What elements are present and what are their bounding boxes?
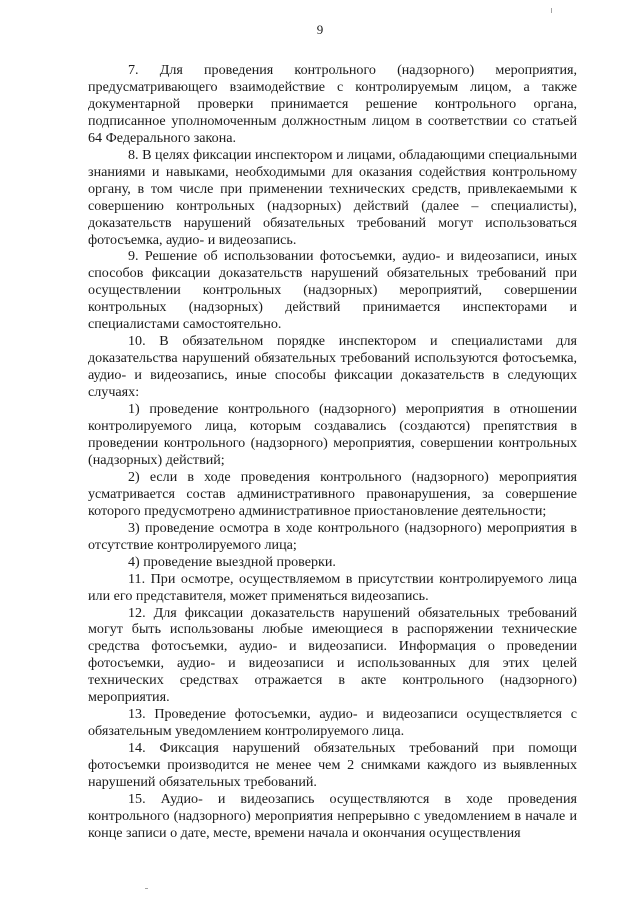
document-body bbox=[88, 62, 577, 842]
paragraph-8: 8. В целях фиксации инспектором и лицами, обладающими специальными знаниями и навыками, необходимыми для оказания содействия контрольному органу, в том числе при применении технических средств, привлекаемыми к совершению контрольных (надзорных) действий (далее – специалисты), доказательств нарушений обязательных требований могут использоваться фотосъемка, аудио- и видеозапись. bbox=[88, 146, 577, 248]
list-item-2: 2) если в ходе проведения контрольного (надзорного) мероприятия усматривается состав административного правонарушения, за совершение которого предусмотрено административное приостановление деятельности; bbox=[88, 468, 577, 519]
page-number: 9 bbox=[316, 22, 324, 37]
paragraph-11: 11. При осмотре, осуществляемом в присутствии контролируемого лица или его представителя, может применяться видеозапись. bbox=[88, 570, 577, 604]
paragraph-10: 10. В обязательном порядке инспектором и специалистами для доказательства нарушений обязательных требований используются фотосъемка, аудио- и видеозапись, иные способы фиксации доказательств в следующих случаях: bbox=[88, 333, 577, 401]
list-item-4: 4) проведение выездной проверки. bbox=[128, 553, 336, 570]
paragraph-7: 7. Для проведения контрольного (надзорного) мероприятия, предусматривающего взаимодействие с контролируемым лицом, а также документарной проверки принимается решение контрольного органа, подписанное уполномоченным должностным лицом в соответствии со статьей 64 Федерального закона. bbox=[88, 62, 577, 146]
paragraph-13: 13. Проведение фотосъемки, аудио- и видеозаписи осуществляется с обязательным уведомлением контролируемого лица. bbox=[88, 706, 577, 740]
scan-mark-top-right bbox=[551, 8, 552, 13]
paragraph-9: 9. Решение об использовании фотосъемки, аудио- и видеозаписи, иных способов фиксации доказательств нарушений обязательных требований при осуществлении контрольных (надзорных) мероприятий, совершении контрольных (надзорных) действий принимается инспекторами и специалистами самостоятельно. bbox=[88, 248, 577, 333]
list-item-3: 3) проведение осмотра в ходе контрольного (надзорного) мероприятия в отсутствие контролируемого лица; bbox=[88, 519, 577, 553]
paragraph-14: 14. Фиксация нарушений обязательных требований при помощи фотосъемки производится не менее чем 2 снимками каждого из выявленных нарушений обязательных требований. bbox=[88, 740, 577, 791]
list-item-1: 1) проведение контрольного (надзорного) мероприятия в отношении контролируемого лица, которым создавались (создаются) препятствия в проведении контрольного (надзорного) мероприятия, совершении контрольных (надзорных) действий; bbox=[88, 401, 577, 468]
scan-mark-bottom-left bbox=[145, 888, 148, 889]
paragraph-15: 15. Аудио- и видеозапись осуществляются в ходе проведения контрольного (надзорного) мероприятия непрерывно с уведомлением в начале и конце записи о дате, месте, времени начала и окончания осуществления bbox=[88, 790, 577, 841]
paragraph-12: 12. Для фиксации доказательств нарушений обязательных требований могут быть использованы любые имеющиеся в распоряжении технические средства фотосъемки, аудио- и видеозаписи. Информация о проведении фотосъемки, аудио- и видеозаписи и использованных для этих целей технических средствах отражается в акте контрольного (надзорного) мероприятия. bbox=[88, 604, 577, 706]
